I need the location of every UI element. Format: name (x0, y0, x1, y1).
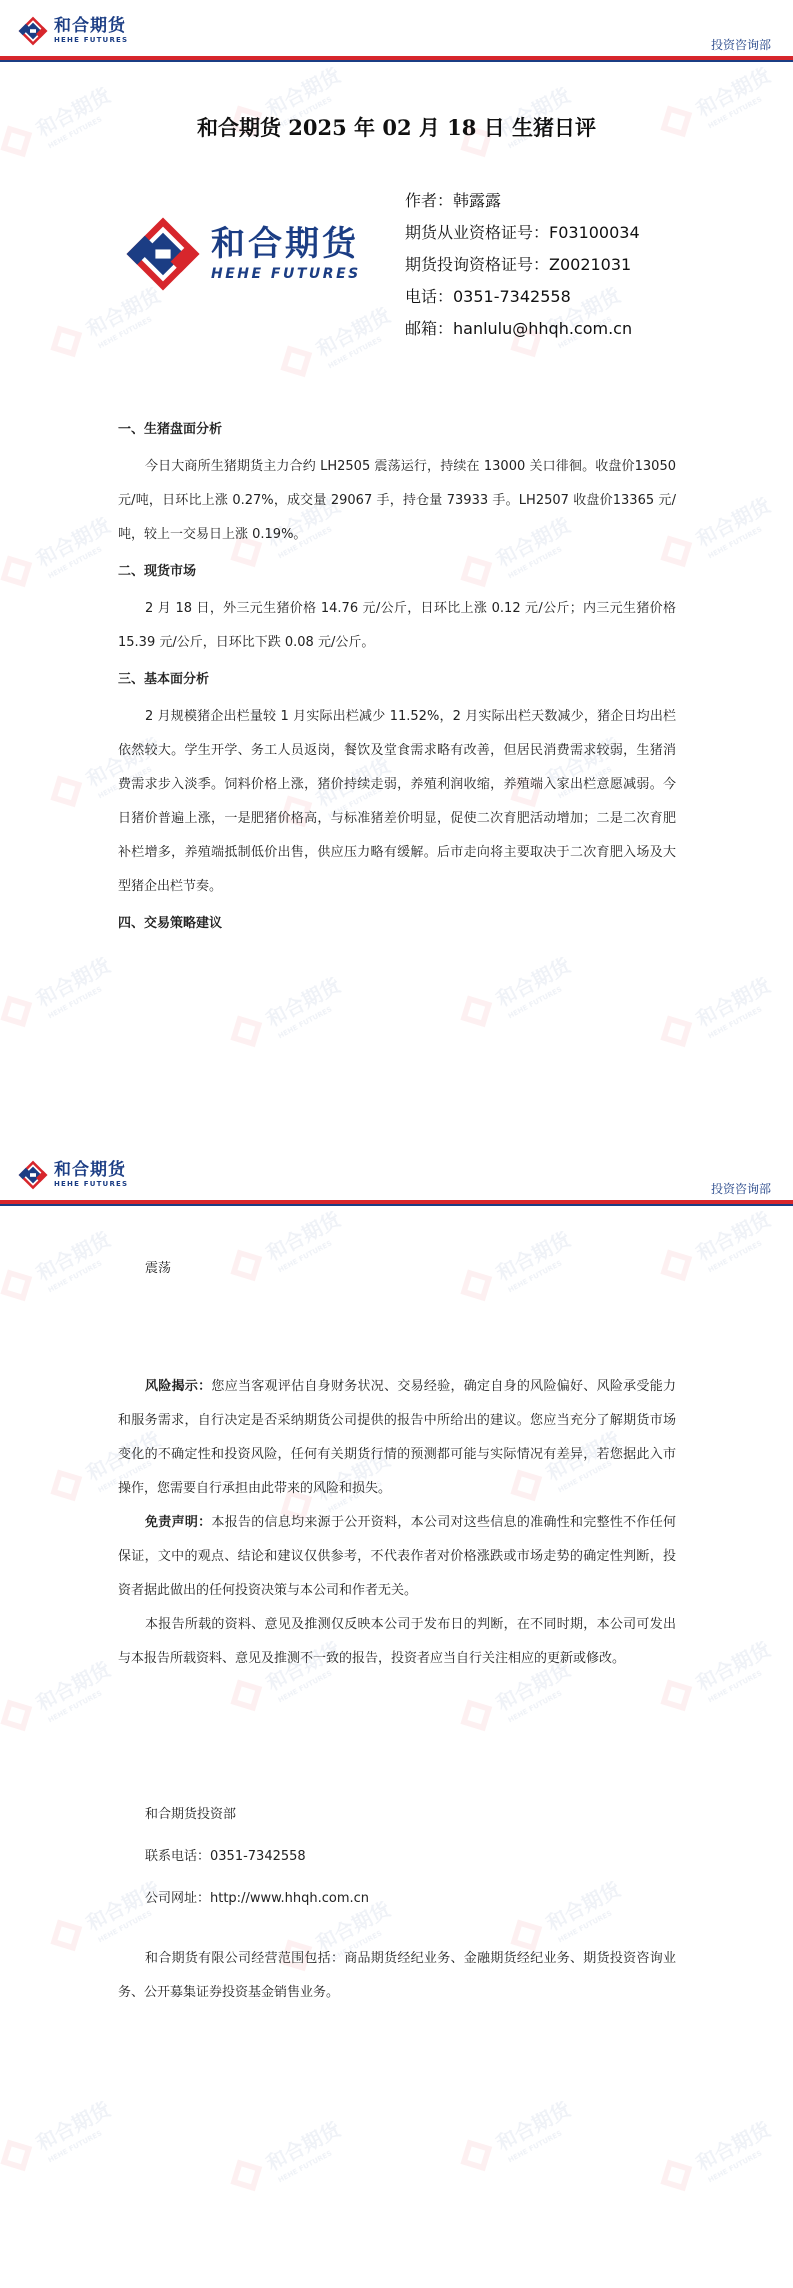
contact-phone: 联系电话：0351-7342558 (145, 1849, 306, 1864)
strategy-text: 震荡 (145, 1261, 172, 1276)
page-header (0, 1144, 793, 1216)
author-cert-practice: 期货从业资格证号：F03100034 (405, 223, 640, 242)
hehe-logo-icon (125, 216, 201, 292)
header-logo (18, 1160, 128, 1190)
strategy-block (118, 1252, 676, 1286)
header-divider-blue (0, 1204, 793, 1206)
statement-label: 免责声明： (145, 1515, 212, 1530)
disclaimer-block (118, 1370, 676, 1676)
risk-text: 您应当客观评估自身财务状况、交易经验，确定自身的风险偏好、风险承受能力和服务需求，自行决定是否采纳期货公司提供的报告中所给出的建议。您应当充分了解期货市场变化的不确定性和投资风险，任何有关期货行情的预测都可能与实际情况有差异，若您据此入市操作，您需要自行承担由此带来的风险和损失。 (118, 1379, 676, 1496)
logo-cn-text: 和合期货 (211, 224, 359, 265)
section-paragraph: 2 月 18 日，外三元生猪价格 14.76 元/公斤，日环比上涨 0.12 元/公斤；内三元生猪价格 15.39 元/公斤，日环比下跌 0.08 元/公斤。 (118, 601, 676, 650)
report-title: 和合期货 2025 年 02 月 18 日 生猪日评 (196, 115, 597, 140)
header-divider-blue (0, 60, 793, 62)
author-cert-advisory: 期货投询资格证号：Z0021031 (405, 255, 632, 274)
author-name: 作者：韩露露 (405, 191, 502, 210)
contact-dept: 和合期货投资部 (145, 1807, 237, 1822)
dept-label: 投资咨询部 (710, 1182, 771, 1196)
report-body (118, 410, 676, 944)
disclaimer-statement (118, 1506, 676, 1608)
report-page-2 (0, 1144, 793, 2288)
author-phone: 电话：0351-7342558 (405, 287, 571, 306)
section-heading: 一、生猪盘面分析 (118, 422, 223, 437)
rights-reserved: 本报告所载的资料、意见及推测仅反映本公司于发布日的判断，在不同时期，本公司可发出与本报告所载资料、意见及推测不一致的报告，投资者应当自行关注相应的更新或修改。 (118, 1617, 676, 1666)
hehe-logo-icon (18, 1160, 48, 1190)
section-paragraph: 2 月规模猪企出栏量较 1 月实际出栏减少 11.52%，2 月实际出栏天数减少，猪企日均出栏依然较大。学生开学、务工人员返岗，餐饮及堂食需求略有改善，但居民消费需求较弱，生猪消费需求步入淡季。饲料价格上涨，猪价持续走弱，养殖利润收缩，养殖端入家出栏意愿减弱。今日猪价普遍上涨，一是肥猪价格高，与标准猪差价明显，促使二次育肥活动增加；二是二次育肥补栏增多，养殖端抵制低价出售，供应压力略有缓解。后市走向将主要取决于二次育肥入场及大型猪企出栏节奏。 (118, 709, 676, 894)
header-logo (18, 16, 128, 46)
author-info (405, 185, 640, 345)
risk-disclosure (118, 1370, 676, 1506)
dept-label: 投资咨询部 (710, 38, 771, 52)
statement-text: 本报告的信息均来源于公开资料，本公司对这些信息的准确性和完整性不作任何保证，文中的观点、结论和建议仅供参考，不代表作者对价格涨跌或市场走势的确定性判断，投资者据此做出的任何投资决策与本公司和作者无关。 (118, 1515, 676, 1598)
business-scope-text: 和合期货有限公司经营范围包括：商品期货经纪业务、金融期货经纪业务、期货投资咨询业务、公开募集证券投资基金销售业务。 (118, 1951, 676, 2000)
section-paragraph: 今日大商所生猪期货主力合约 LH2505 震荡运行，持续在 13000 关口徘徊。收盘价13050 元/吨，日环比上涨 0.27%，成交量 29067 手，持仓量 73933 手。LH2507 收盘价13365 元/吨，较上一交易日上涨 0.19%。 (118, 459, 676, 542)
logo-en-text: HEHE FUTURES (54, 36, 129, 44)
company-logo (125, 216, 361, 292)
logo-cn-text: 和合期货 (54, 16, 126, 36)
logo-en-text: HEHE FUTURES (54, 1180, 129, 1188)
section-heading: 二、现货市场 (118, 564, 197, 579)
section-heading: 四、交易策略建议 (118, 916, 223, 931)
company-website[interactable]: 公司网址：http://www.hhqh.com.cn (145, 1891, 370, 1906)
page-header (0, 0, 793, 72)
logo-cn-text: 和合期货 (54, 1160, 126, 1180)
section-heading: 三、基本面分析 (118, 672, 210, 687)
hehe-logo-icon (18, 16, 48, 46)
author-email[interactable]: 邮箱：hanlulu@hhqh.com.cn (405, 319, 633, 338)
watermark-layer (0, 1144, 793, 2288)
logo-en-text: HEHE FUTURES (211, 265, 361, 282)
contact-block (118, 1798, 676, 1924)
business-scope (118, 1942, 676, 2010)
risk-label: 风险揭示： (145, 1379, 212, 1394)
